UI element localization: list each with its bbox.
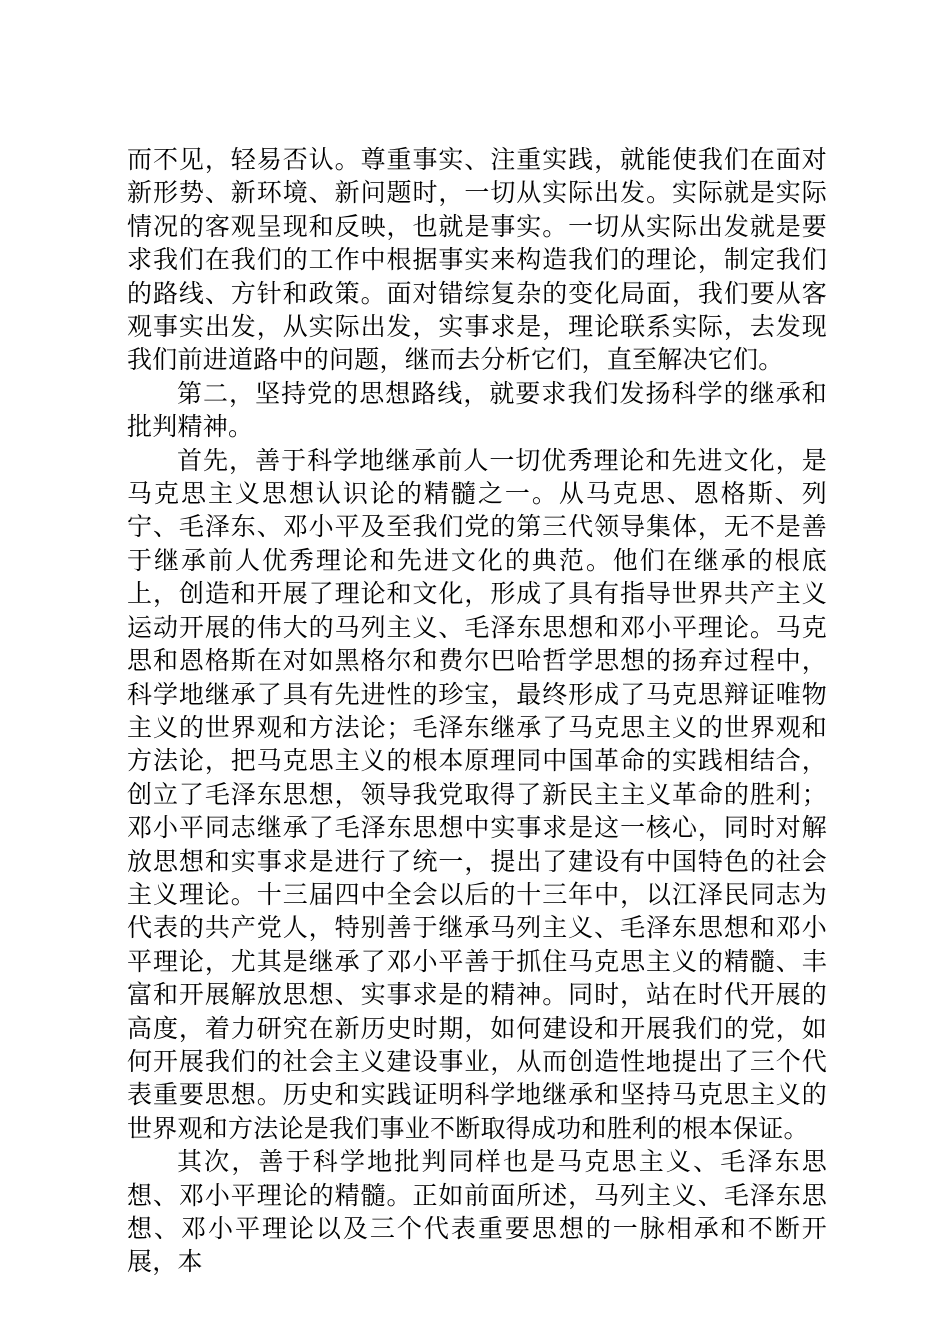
paragraph-continuation: 而不见，轻易否认。尊重事实、注重实践，就能使我们在面对新形势、新环境、新问题时，一切从实际出发。实际就是实际情况的客观呈现和反映，也就是事实。一切从实际出发就是要求我们在我们的工作中根据事实来构造我们的理论，制定我们的路线、方针和政策。面对错综复杂的变化局面，我们要从客观事实出发，从实际出发，实事求是，理论联系实际，去发现我们前进道路中的问题，继而去分析它们，直至解决它们。 bbox=[127, 145, 827, 375]
paragraph-first-inheritance: 首先，善于科学地继承前人一切优秀理论和先进文化，是马克思主义思想认识论的精髓之一。从马克思、恩格斯、列宁、毛泽东、邓小平及至我们党的第三代领导集体，无不是善于继承前人优秀理论和先进文化的典范。他们在继承的根底上，创造和开展了理论和文化，形成了具有指导世界共产主义运动开展的伟大的马列主义、毛泽东思想和邓小平理论。马克思和恩格斯在对如黑格尔和费尔巴哈哲学思想的扬弃过程中，科学地继承了具有先进性的珍宝，最终形成了马克思辩证唯物主义的世界观和方法论；毛泽东继承了马克思主义的世界观和方法论，把马克思主义的根本原理同中国革命的实践相结合，创立了毛泽东思想，领导我党取得了新民主主义革命的胜利；邓小平同志继承了毛泽东思想中实事求是这一核心，同时对解放思想和实事求是进行了统一，提出了建设有中国特色的社会主义理论。十三届四中全会以后的十三年中，以江泽民同志为代表的共产党人，特别善于继承马列主义、毛泽东思想和邓小平理论，尤其是继承了邓小平善于抓住马克思主义的精髓、丰富和开展解放思想、实事求是的精神。同时，站在时代开展的高度，着力研究在新历史时期，如何建设和开展我们的党，如何开展我们的社会主义建设事业，从而创造性地提出了三个代表重要思想。历史和实践证明科学地继承和坚持马克思主义的世界观和方法论是我们事业不断取得成功和胜利的根本保证。 bbox=[127, 445, 827, 1143]
paragraph-point-two: 第二，坚持党的思想路线，就要求我们发扬科学的继承和批判精神。 bbox=[127, 378, 827, 442]
paragraph-second-critique: 其次，善于科学地批判同样也是马克思主义、毛泽东思想、邓小平理论的精髓。正如前面所述，马列主义、毛泽东思想、邓小平理论以及三个代表重要思想的一脉相承和不断开展，本 bbox=[127, 1147, 827, 1277]
document-body bbox=[127, 143, 827, 1279]
